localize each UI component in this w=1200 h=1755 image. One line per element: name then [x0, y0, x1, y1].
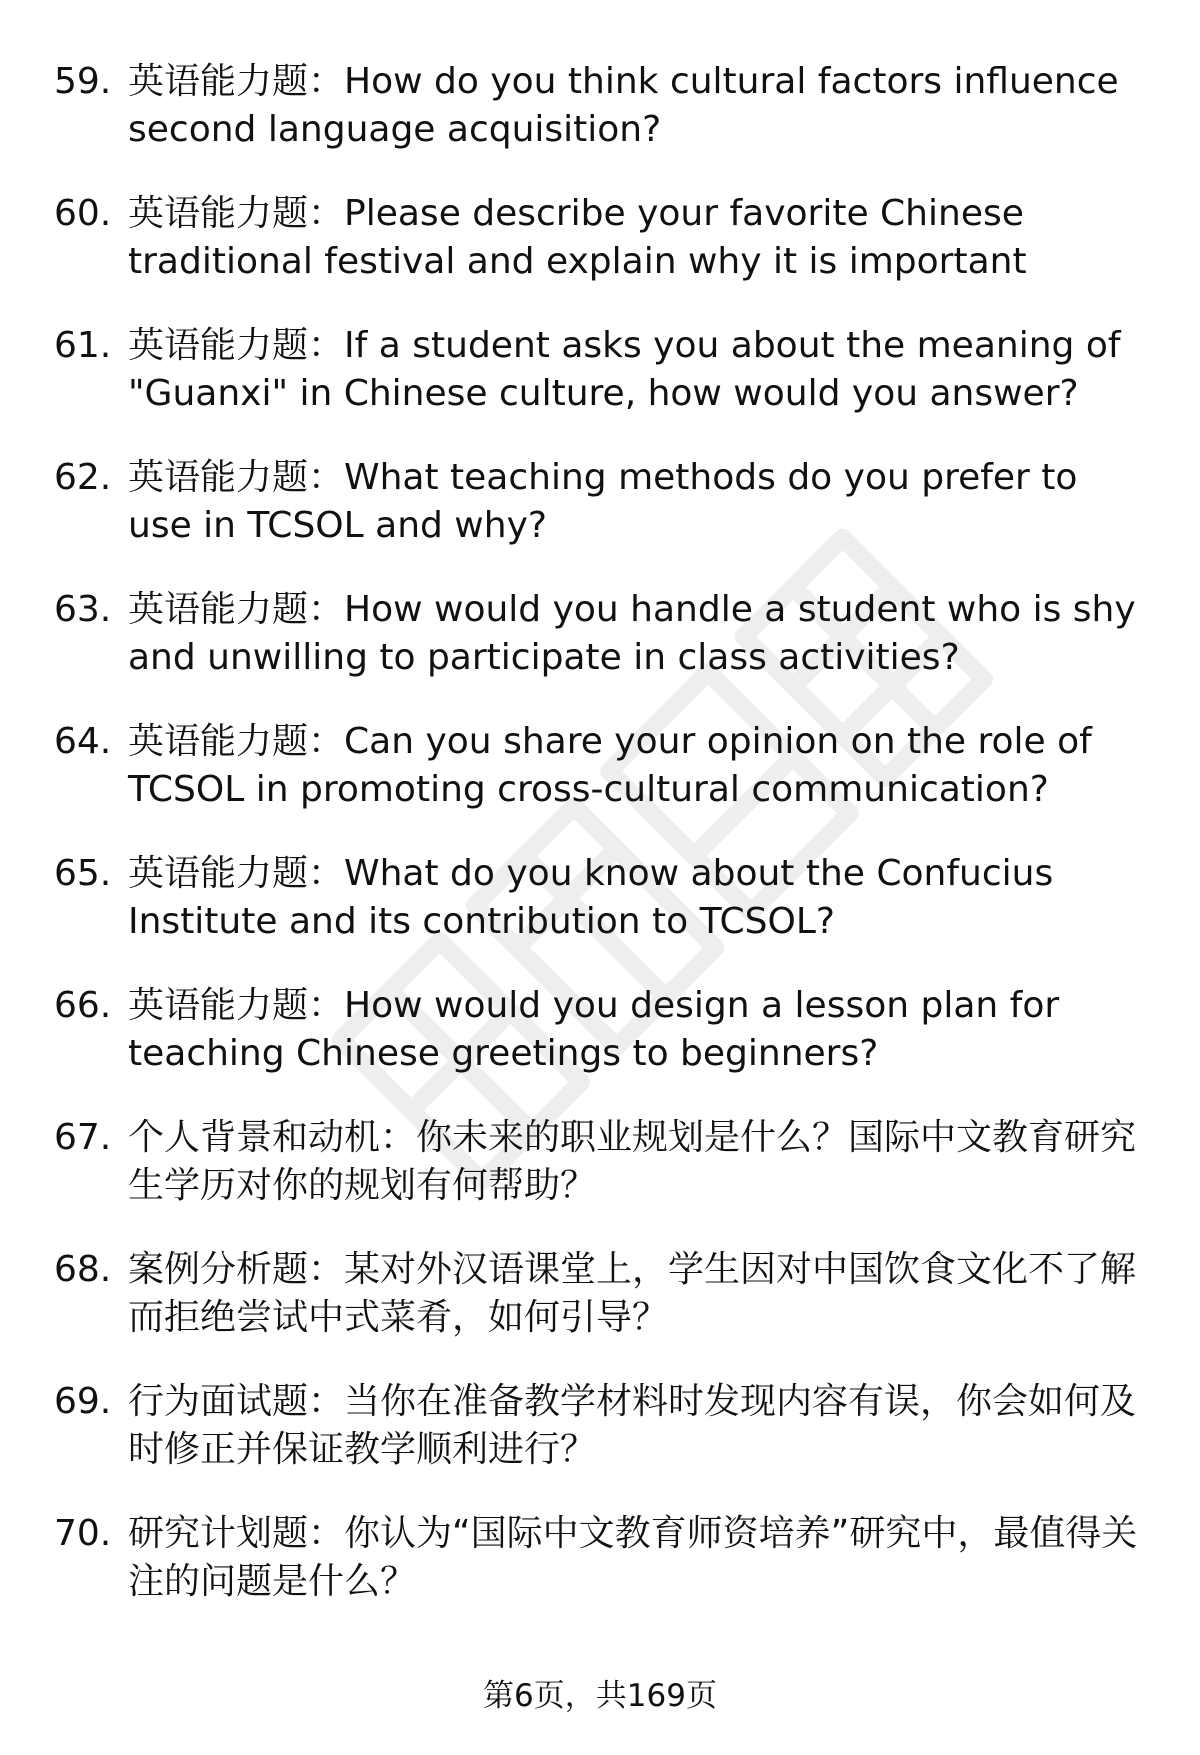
question-text [128, 1378, 1138, 1474]
question-item [0, 1246, 1200, 1378]
question-category: 案例分析题： [128, 1249, 345, 1290]
question-number: 60. [54, 193, 112, 234]
question-number: 70. [54, 1513, 112, 1554]
question-text [128, 58, 1138, 154]
question-number: 69. [54, 1381, 112, 1422]
question-number: 65. [54, 853, 112, 894]
question-text [128, 1510, 1138, 1606]
question-list [0, 58, 1200, 1642]
question-number: 68. [54, 1249, 112, 1290]
question-item [0, 718, 1200, 850]
question-number: 59. [54, 61, 112, 102]
question-number: 64. [54, 721, 112, 762]
question-category: 英语能力题： [128, 853, 345, 894]
question-body: 你未来的职业规划是什么？国际中文教育研究生学历对你的规划有何帮助？ [128, 1117, 1137, 1206]
question-category: 英语能力题： [128, 325, 345, 366]
question-text [128, 850, 1138, 946]
question-body: How do you think cultural factors influence second language acquisition? [128, 61, 1119, 150]
question-item [0, 190, 1200, 322]
question-body: Can you share your opinion on the role of TCSOL in promoting cross-cultural communication? [128, 721, 1092, 810]
question-body: 当你在准备教学材料时发现内容有误，你会如何及时修正并保证教学顺利进行？ [128, 1381, 1137, 1470]
question-body: 某对外汉语课堂上，学生因对中国饮食文化不了解而拒绝尝试中式菜肴，如何引导？ [128, 1249, 1137, 1338]
question-item [0, 1114, 1200, 1246]
question-body: If a student asks you about the meaning of "Guanxi" in Chinese culture, how would you answer? [128, 325, 1121, 414]
question-item [0, 454, 1200, 586]
question-category: 英语能力题： [128, 589, 345, 630]
question-category: 英语能力题： [128, 61, 345, 102]
question-body: What teaching methods do you prefer to use in TCSOL and why? [128, 457, 1078, 546]
question-text [128, 454, 1138, 550]
question-text [128, 1114, 1138, 1210]
question-item [0, 982, 1200, 1114]
question-number: 61. [54, 325, 112, 366]
question-item [0, 850, 1200, 982]
question-category: 英语能力题： [128, 721, 345, 762]
page-footer: 第6页，共169页 [483, 1678, 717, 1714]
question-text [128, 982, 1138, 1078]
question-body: Please describe your favorite Chinese traditional festival and explain why it is important [128, 193, 1027, 282]
question-item [0, 1510, 1200, 1642]
question-category: 英语能力题： [128, 985, 345, 1026]
question-text [128, 1246, 1138, 1342]
question-body: How would you design a lesson plan for teaching Chinese greetings to beginners? [128, 985, 1060, 1074]
question-category: 研究计划题： [128, 1513, 345, 1554]
question-category: 个人背景和动机： [128, 1117, 417, 1158]
question-number: 63. [54, 589, 112, 630]
question-text [128, 190, 1138, 286]
question-body: 你认为“国际中文教育师资培养”研究中，最值得关注的问题是什么？ [128, 1513, 1138, 1602]
question-text [128, 718, 1138, 814]
question-text [128, 586, 1138, 682]
question-text [128, 322, 1138, 418]
question-number: 62. [54, 457, 112, 498]
question-item [0, 586, 1200, 718]
question-number: 67. [54, 1117, 112, 1158]
question-item [0, 322, 1200, 454]
question-number: 66. [54, 985, 112, 1026]
question-body: How would you handle a student who is shy and unwilling to participate in class activities? [128, 589, 1136, 678]
question-item [0, 58, 1200, 190]
question-category: 行为面试题： [128, 1381, 345, 1422]
question-item [0, 1378, 1200, 1510]
question-category: 英语能力题： [128, 457, 345, 498]
question-category: 英语能力题： [128, 193, 345, 234]
question-body: What do you know about the Confucius Institute and its contribution to TCSOL? [128, 853, 1054, 942]
